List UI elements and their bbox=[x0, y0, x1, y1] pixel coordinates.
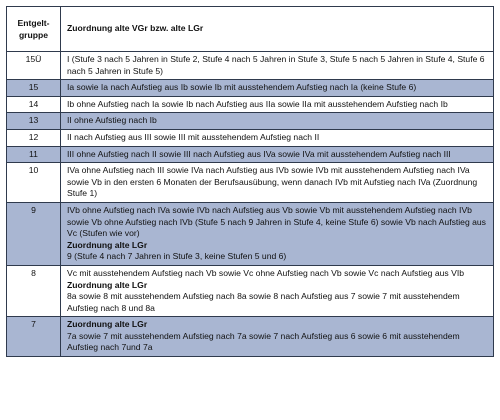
header-entgeltgruppe bbox=[7, 7, 61, 52]
table-row bbox=[7, 163, 494, 203]
row-lgr-label: Zuordnung alte LGr bbox=[67, 279, 148, 290]
header-col1-line1: Entgelt- bbox=[17, 18, 50, 28]
table-header-row bbox=[7, 7, 494, 52]
table-row bbox=[7, 317, 494, 357]
row-lgr-label: Zuordnung alte LGr bbox=[67, 239, 148, 250]
table-row bbox=[7, 96, 494, 113]
row-lgr-text: 8a sowie 8 mit ausstehendem Aufstieg nach 8a sowie 8 nach Aufstieg aus 7 sowie 7 mit ausstehendem Aufstieg nach 8 und 8a bbox=[67, 291, 460, 313]
row-text-cell: Ia sowie Ia nach Aufstieg aus Ib sowie Ib mit ausstehendem Aufstieg nach Ia (keine Stufe 6) bbox=[61, 80, 494, 97]
row-text-cell bbox=[61, 265, 494, 316]
table-row bbox=[7, 202, 494, 265]
row-text-cell: III ohne Aufstieg nach II sowie III nach Aufstieg aus IVa sowie IVa mit ausstehendem Aufstieg nach III bbox=[61, 146, 494, 163]
row-eg-cell: 15Ü bbox=[7, 52, 61, 80]
header-col1-line2: gruppe bbox=[18, 30, 49, 40]
row-text-cell bbox=[61, 317, 494, 357]
row-text-cell: II nach Aufstieg aus III sowie III mit ausstehendem Aufstieg nach II bbox=[61, 129, 494, 146]
row-lgr-label: Zuordnung alte LGr bbox=[67, 319, 148, 330]
row-lgr-text: 7a sowie 7 mit ausstehendem Aufstieg nach 7a sowie 7 nach Aufstieg aus 6 sowie 6 mit ausstehendem Aufstieg nach 7und 7a bbox=[67, 330, 460, 353]
table-row bbox=[7, 146, 494, 163]
table-row bbox=[7, 265, 494, 316]
row-vgr-text: IVb ohne Aufstieg nach IVa sowie IVb nach Aufstieg aus Vb sowie Vb mit ausstehendem Aufstieg nach IVb sowie Vb ohne Aufstieg nach IVb (Stufe 5 nach 9 Jahren in Stufe 4, keine Stufe 6) sowie Vb nach Aufstieg aus Vc (Stufen wie vor) bbox=[67, 204, 486, 239]
row-text-cell: IVa ohne Aufstieg nach III sowie IVa nach Aufstieg aus IVb sowie IVb mit ausstehendem Aufstieg nach IVa sowie Vb in den ersten 6 Monaten der Berufsausübung, wenn danach IVb mit Aufstieg nach IVa (Zuordnung Stufe 1) bbox=[61, 163, 494, 203]
row-lgr-text: 9 (Stufe 4 nach 7 Jahren in Stufe 3, keine Stufen 5 und 6) bbox=[67, 251, 287, 262]
table-row bbox=[7, 80, 494, 97]
row-text-cell: I (Stufe 3 nach 5 Jahren in Stufe 2, Stufe 4 nach 5 Jahren in Stufe 3, Stufe 5 nach 5 Jahren in Stufe 4, Stufe 6 nach 5 Jahren in Stufe 5) bbox=[61, 52, 494, 80]
row-eg-cell: 11 bbox=[7, 146, 61, 163]
row-eg-cell: 7 bbox=[7, 317, 61, 357]
row-vgr-text: Vc mit ausstehendem Aufstieg nach Vb sowie Vc ohne Aufstieg nach Vb sowie Vc nach Aufstieg aus VIb bbox=[67, 267, 464, 278]
row-eg-cell: 13 bbox=[7, 113, 61, 130]
row-eg-cell: 15 bbox=[7, 80, 61, 97]
header-zuordnung: Zuordnung alte VGr bzw. alte LGr bbox=[61, 7, 494, 52]
row-text-cell: II ohne Aufstieg nach Ib bbox=[61, 113, 494, 130]
row-eg-cell: 12 bbox=[7, 129, 61, 146]
row-eg-cell: 8 bbox=[7, 265, 61, 316]
row-eg-cell: 14 bbox=[7, 96, 61, 113]
salary-grade-table bbox=[6, 6, 494, 357]
row-text-cell: Ib ohne Aufstieg nach Ia sowie Ib nach Aufstieg aus IIa sowie IIa mit ausstehendem Aufstieg nach Ib bbox=[61, 96, 494, 113]
table-row bbox=[7, 129, 494, 146]
table-row bbox=[7, 113, 494, 130]
row-eg-cell: 10 bbox=[7, 163, 61, 203]
table-row bbox=[7, 52, 494, 80]
row-eg-cell: 9 bbox=[7, 202, 61, 265]
row-text-cell bbox=[61, 202, 494, 265]
